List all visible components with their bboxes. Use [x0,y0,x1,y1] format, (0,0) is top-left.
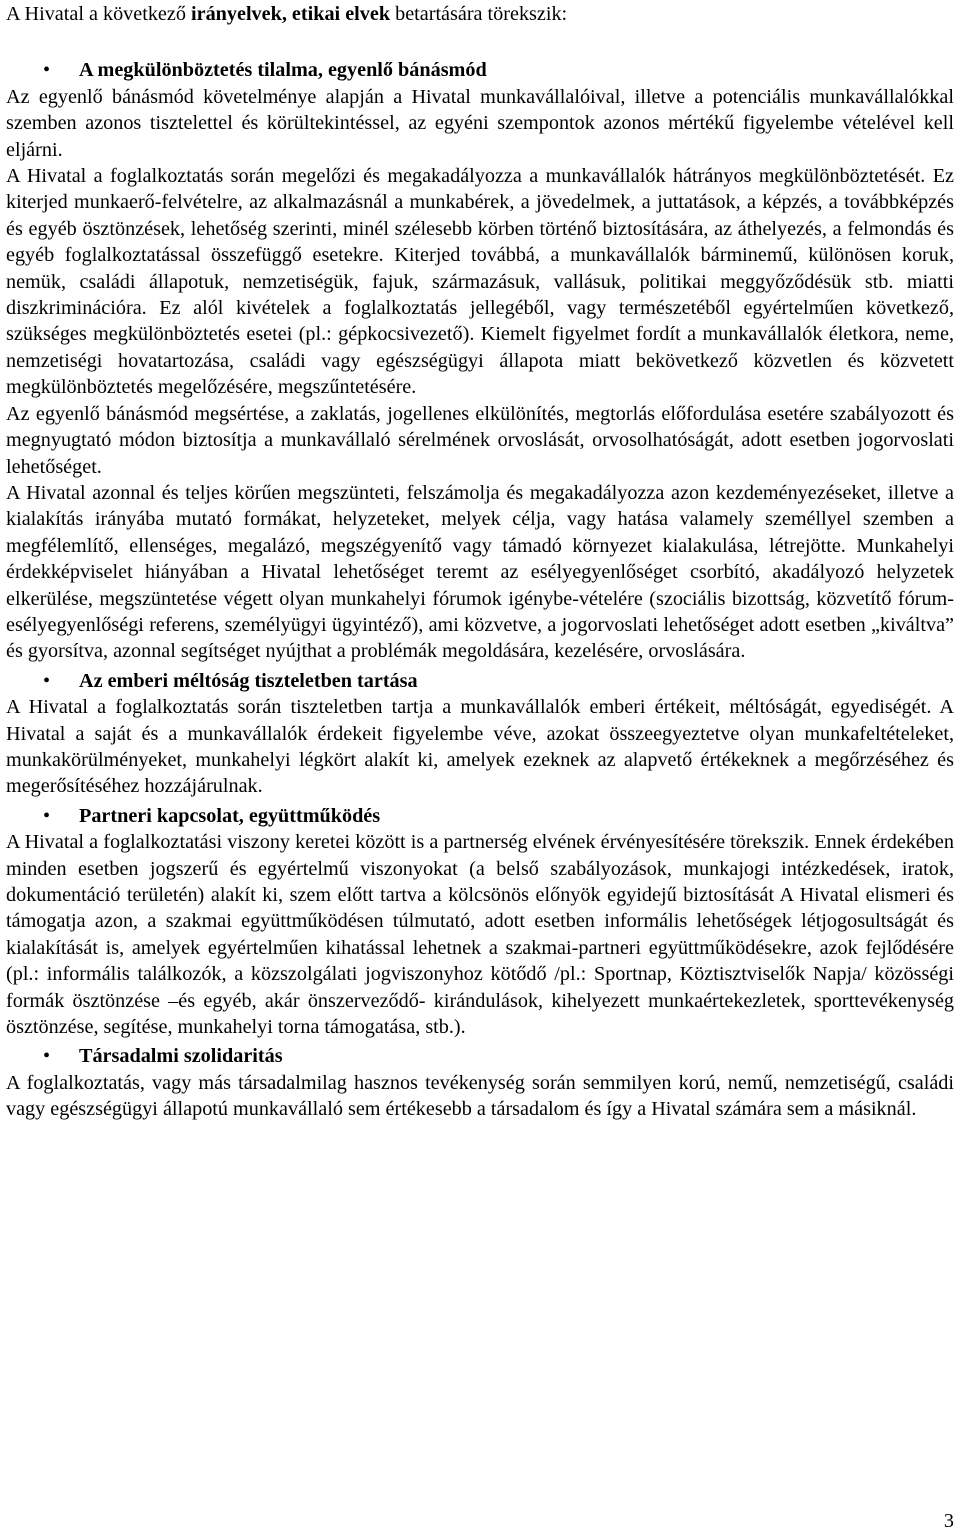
paragraph: A Hivatal a foglalkoztatás során tiszteletben tartja a munkavállalók emberi értékeit, méltóságát, egyediségét. A Hivatal a saját és a munkavállalók érdekeit figyelembe véve, azokat összeegyeztetve olyan munkafeltételeket, munkakörülményeket, munkahelyi légkört alakít ki, amelyek ezeknek az alapvető értékeknek a megőrzéséhez és megerősítéséhez hozzájárulnak. [6,696,954,798]
document-page [6,0,954,1123]
intro-bold: irányelvek, etikai elvek [191,3,391,25]
paragraph: A Hivatal a foglalkoztatás során megelőzi és megakadályozza a munkavállalók hátrányos megkülönböztetését. Ez kiterjed munkaerő-felvételre, az alkalmazásnál a munkabérek, a jövedelmek, a juttatások, a képzés, a továbbképzés és egyéb ösztönzések, lehetőség szerinti, minél szélesebb körben történő biztosítására, az áthelyezés, a felmondás és egyéb foglalkoztatással összefüggő esetekre. Kiterjed továbbá, a munkavállalók bárminemű, különösen koruk, nemük, családi állapotuk, nemzetiségük, fajuk, származásuk, vallásuk, politikai meggyőződésük stb. miatti diszkriminációra. Ez alól kivételek a foglalkoztatás jellegéből, vagy természetéből egyértelműen következő, szükséges megkülönböztetés esetei (pl.: gépkocsivezető). Kiemelt figyelmet fordít a munkavállalók életkora, neme, nemzetiségi hovatartozása, családi vagy egészségügyi állapota miatt bekövetkező közvetlen és közvetett megkülönböztetés megelőzésére, megszűntetésére. [6,165,954,399]
section-heading [6,668,954,694]
section-heading [6,1043,954,1069]
section-heading [6,803,954,829]
intro-suffix: betartására törekszik: [390,3,568,25]
intro-prefix: A Hivatal a következő [6,3,191,25]
bullet-icon: • [43,1045,51,1068]
paragraph: Az egyenlő bánásmód megsértése, a zaklatás, jogellenes elkülönítés, megtorlás előfordulása esetére szabályozott és megnyugtató módon biztosítja a munkavállaló sérelmének orvoslását, orvosolhatóságát, adott esetben jogorvoslati lehetőséget. [6,402,954,478]
section-heading-text: Az emberi méltóság tiszteletben tartása [79,669,418,692]
bullet-icon: • [43,59,51,82]
bullet-icon: • [43,669,51,692]
bullet-icon: • [43,804,51,827]
section-heading [6,57,954,83]
intro-line [6,1,954,27]
section-heading-text: A megkülönböztetés tilalma, egyenlő bánásmód [79,59,487,82]
section-heading-text: Társadalmi szolidaritás [79,1045,283,1068]
paragraph: A Hivatal a foglalkoztatási viszony keretei között is a partnerség elvének érvényesítésére törekszik. Ennek érdekében minden esetben jogszerű és egyértelmű viszonyokat (a belső szabályozások, munkajogi intézkedések, iratok, dokumentáció területén) alakít ki, szem előtt tartva a kölcsönös előnyök egyidejű biztosítását A Hivatal elismeri és támogatja azon, a szakmai együttműködésen túlmutató, adott esetben informális lehetőségek létjogosultságát és kialakítását is, amelyek egyértelműen kihatással lehetnek a szakmai-partneri együttműködésekre, azok fejlődésére (pl.: informális találkozók, a közszolgálati jogviszonyhoz kötődő /pl.: Sportnap, Köztisztviselők Napja/ közösségi formák ösztönzése –és egyéb, akár önszerveződő- kirándulások, kihelyezett munkaértekezletek, sporttevékenység ösztönzése, segítése, munkahelyi torna támogatása, stb.). [6,831,954,1039]
section-heading-text: Partneri kapcsolat, együttműködés [79,804,381,827]
page-number: 3 [943,1510,954,1532]
paragraph: A Hivatal azonnal és teljes körűen megszünteti, felszámolja és megakadályozza azon kezdeményezéseket, illetve a kialakítás irányába mutató formákat, helyzeteket, melyek célja, vagy hatása valamely személlyel szemben a megfélemlítő, ellenséges, megalázó, megszégyenítő vagy támadó környezet kialakulása, létrejötte. Munkahelyi érdekképviselet hiányában a Hivatal lehetőséget teremt az esélyegyenlőséget csorbító, akadályozó helyzetek elkerülése, megszüntetése végett olyan munkahelyi fórumok igénybe-vételére (szociális bizottság, közvetítő fórum-esélyegyenlőségi referens, személyügyi ügyintéző), ami közvetve, a jogorvoslati lehetőséget adott esetben „kiváltva” és gyorsítva, azonnal segítséget nyújthat a problémák megoldására, kezelésére, orvoslására. [6,481,954,663]
paragraph: Az egyenlő bánásmód követelménye alapján a Hivatal munkavállalóival, illetve a potenciális munkavállalókkal szemben azonos tisztelettel és körültekintéssel, az egyéni szempontok azonos mértékű figyelembe vételével kell eljárni. [6,85,954,161]
paragraph: A foglalkoztatás, vagy más társadalmilag hasznos tevékenység során semmilyen korú, nemű, nemzetiségű, családi vagy egészségügyi állapotú munkavállaló sem értékesebb a társadalom és így a Hivatal számára sem a másiknál. [6,1071,954,1121]
